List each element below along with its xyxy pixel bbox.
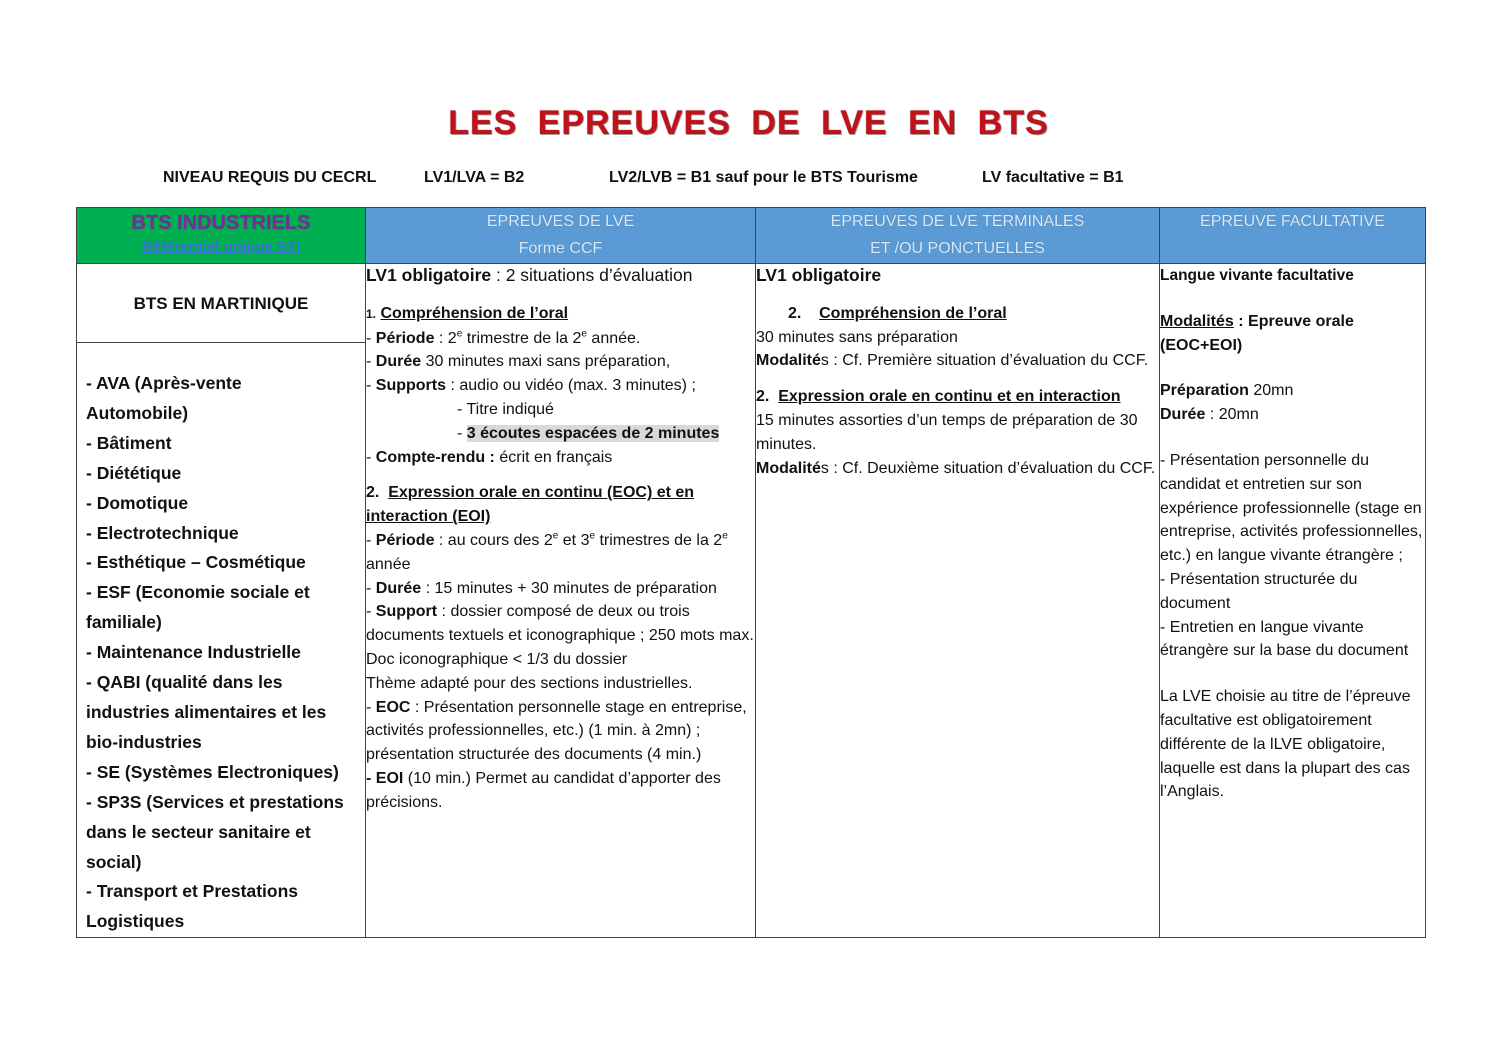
facultative-p2: - Présentation structurée du document bbox=[1160, 570, 1358, 612]
list-item: - SP3S (Services et prestations bbox=[86, 791, 344, 812]
page-title: LES EPREUVES DE LVE EN BTS bbox=[448, 104, 1049, 142]
header-col3-line1: EPREUVES DE LVE TERMINALES bbox=[830, 213, 1085, 230]
terminales-cell bbox=[756, 264, 1160, 938]
facultative-duree: Durée : 20mn bbox=[1160, 406, 1259, 424]
terminales-s1-title: 2. Compréhension de l’oral bbox=[788, 304, 1007, 322]
terminales-s1-text: 30 minutes sans préparation bbox=[756, 328, 958, 346]
list-item: Logistiques bbox=[86, 911, 185, 932]
header-col4-line1: EPREUVE FACULTATIVE bbox=[1200, 213, 1385, 230]
header-row bbox=[77, 208, 1426, 264]
terminales-lead: LV1 obligatoire bbox=[756, 265, 882, 285]
ccf-duree: - Durée 30 minutes maxi sans préparation, bbox=[366, 353, 671, 371]
list-item: - Electrotechnique bbox=[86, 522, 239, 543]
list-item: - Maintenance Industrielle bbox=[86, 642, 301, 663]
facultative-preparation: Préparation 20mn bbox=[1160, 382, 1294, 400]
list-item: - AVA (Après-vente bbox=[86, 373, 242, 393]
terminales-s2-text: 15 minutes assorties d’un temps de préparation de 30 minutes. bbox=[756, 411, 1138, 453]
bts-list bbox=[77, 343, 365, 937]
list-item: - QABI (qualité dans les bbox=[86, 672, 283, 693]
list-item: - Bâtiment bbox=[86, 432, 172, 453]
lv2-level: LV2/LVB = B1 sauf pour le BTS Tourisme bbox=[609, 169, 918, 186]
ccf-eoc: - EOC : Présentation personnelle stage en entreprise, activités professionnelles, etc.) (1 min. à 2mn) ; présentation structurée des documents (4 min.) bbox=[366, 698, 747, 764]
lv1-level: LV1/LVA = B2 bbox=[424, 169, 525, 186]
facultative-modalites: Modalités : Epreuve orale (EOC+EOI) bbox=[1160, 312, 1354, 354]
list-item: Automobile) bbox=[86, 402, 189, 423]
header-col1-title: BTS INDUSTRIELS bbox=[131, 212, 311, 234]
list-item: - SE (Systèmes Electroniques) bbox=[86, 761, 339, 782]
facultative-p4: La LVE choisie au titre de l’épreuve facultative est obligatoirement différente de la lLVE obligatoire, laquelle est dans la plupart des cas l’Anglais. bbox=[1160, 688, 1411, 801]
list-item: dans le secteur sanitaire et bbox=[86, 821, 311, 842]
level-requirements bbox=[0, 169, 1497, 191]
header-col2-line1: EPREUVES DE LVE bbox=[486, 213, 635, 230]
ccf-periode: - Période : 2e trimestre de la 2e année. bbox=[366, 328, 641, 347]
ccf-s1-title: 1. Compréhension de l’oral bbox=[366, 304, 569, 322]
body-row bbox=[77, 264, 1426, 938]
list-item: social) bbox=[86, 851, 142, 872]
ccf-compte-rendu: - Compte-rendu : écrit en français bbox=[366, 448, 613, 466]
facultative-cell bbox=[1160, 264, 1426, 938]
ccf-duree2: - Durée : 15 minutes + 30 minutes de préparation bbox=[366, 579, 717, 597]
facultative-p3: - Entretien en langue vivante étrangère sur la base du document bbox=[1160, 618, 1409, 660]
ccf-support: - Support : dossier composé de deux ou trois documents textuels et iconographique ; 250 mots max. Doc iconographique < 1/3 du dossier bbox=[366, 603, 754, 668]
cecrl-label: NIVEAU REQUIS DU CECRL bbox=[163, 169, 377, 186]
header-col2-line2: Forme CCF bbox=[518, 240, 603, 257]
lvf-level: LV facultative = B1 bbox=[982, 169, 1124, 186]
ccf-lead: LV1 obligatoire : 2 situations d’évaluation bbox=[366, 265, 693, 285]
bts-list-cell bbox=[77, 264, 366, 938]
list-item: familiale) bbox=[86, 612, 162, 633]
list-item: - Domotique bbox=[86, 492, 189, 513]
ccf-titre: - Titre indiqué bbox=[457, 400, 554, 418]
header-facultative bbox=[1160, 208, 1426, 264]
header-col3-line2: ET /OU PONCTUELLES bbox=[870, 240, 1045, 257]
epreuves-table bbox=[76, 207, 1426, 938]
header-ccf bbox=[366, 208, 756, 264]
ccf-s2-title: 2. Expression orale en continu (EOC) et en interaction (EOI) bbox=[366, 484, 695, 526]
list-item: - Diététique bbox=[86, 462, 182, 483]
ccf-eoi: - EOI (10 min.) Permet au candidat d’apporter des précisions. bbox=[366, 769, 721, 811]
header-bts-industriels bbox=[77, 208, 366, 264]
terminales-s2-title: 2. Expression orale en continu et en interaction bbox=[756, 388, 1121, 406]
bts-martinique: BTS EN MARTINIQUE bbox=[77, 264, 365, 343]
ccf-cell bbox=[366, 264, 756, 938]
terminales-mod2: Modalités : Cf. Deuxième situation d’évaluation du CCF. bbox=[756, 459, 1156, 477]
ccf-theme: Thème adapté pour des sections industrielles. bbox=[366, 674, 693, 692]
list-item: industries alimentaires et les bbox=[86, 701, 327, 722]
list-item: - Esthétique – Cosmétique bbox=[86, 552, 306, 573]
list-item: bio-industries bbox=[86, 731, 202, 752]
ccf-ecoutes: - 3 écoutes espacées de 2 minutes bbox=[457, 424, 720, 442]
ccf-periode2: - Période : au cours des 2e et 3e trimestres de la 2e année bbox=[366, 530, 728, 573]
referentiel-link[interactable]: Référentiel unique STI bbox=[141, 238, 301, 255]
facultative-lead: Langue vivante facultative bbox=[1160, 267, 1354, 284]
list-item: - ESF (Economie sociale et bbox=[86, 582, 310, 603]
ccf-supports: - Supports : audio ou vidéo (max. 3 minutes) ; bbox=[366, 377, 696, 395]
facultative-p1: - Présentation personnelle du candidat et entretien sur son expérience professionnelle (stage en entreprise, activités professionnelles, etc.) en langue vivante étrangère ; bbox=[1160, 451, 1423, 565]
terminales-mod1: Modalités : Cf. Première situation d’évaluation du CCF. bbox=[756, 352, 1149, 370]
list-item: - Transport et Prestations bbox=[86, 881, 298, 902]
header-terminales bbox=[756, 208, 1160, 264]
